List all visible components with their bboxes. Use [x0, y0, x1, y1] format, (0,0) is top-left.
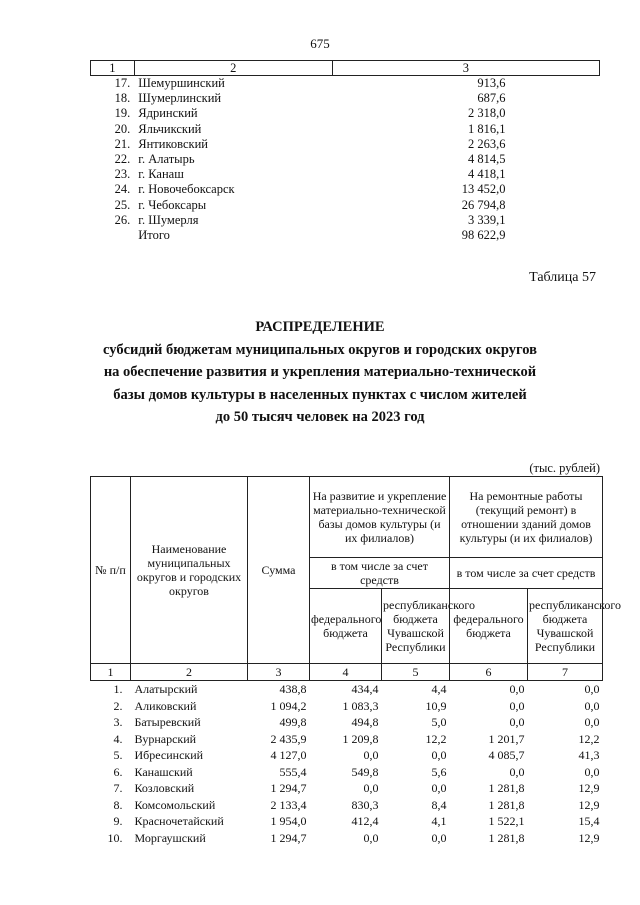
dev-federal-value: 0,0: [363, 830, 379, 845]
amount: 4 418,1: [468, 167, 506, 182]
header-cell: 1: [91, 61, 135, 76]
district-name: г. Новочебоксарск: [138, 182, 235, 197]
column-number: 2: [131, 664, 248, 681]
column-number: 1: [91, 664, 131, 681]
sum-value: 499,8: [279, 715, 307, 729]
district-name: Янтиковский: [138, 136, 208, 151]
sum-value: 1 294,7: [270, 781, 307, 795]
row-number: 4.: [113, 731, 123, 746]
row-number: [91, 228, 135, 243]
repair-republican-value: 0,0: [584, 682, 600, 696]
repair-republican-value: 15,4: [578, 814, 600, 828]
repair-republican-value: 41,3: [578, 748, 600, 762]
header-including: в том числе за счет средств: [450, 558, 603, 589]
repair-federal-value: 1 281,8: [488, 830, 525, 845]
dev-federal-value: 0,0: [363, 781, 379, 795]
table-row: [91, 91, 600, 106]
row-number: 25.: [114, 197, 131, 212]
amount: 98 622,9: [461, 228, 506, 243]
row-number: 24.: [114, 182, 131, 197]
repair-federal-value: 1 281,8: [488, 781, 525, 795]
table-row: [91, 714, 603, 731]
dev-republican-value: 4,4: [431, 682, 447, 696]
district-name: Красночетайский: [134, 814, 224, 828]
repair-republican-value: 0,0: [584, 764, 600, 779]
header-row: [91, 477, 603, 558]
table-row: [91, 228, 600, 243]
header-sum: Сумма: [248, 477, 310, 664]
row-number: 1.: [113, 682, 123, 696]
column-number: 6: [450, 664, 528, 681]
table-row: [91, 764, 603, 781]
dev-federal-value: 830,3: [351, 797, 379, 812]
row-number: 2.: [113, 698, 123, 713]
district-name: Вурнарский: [134, 731, 197, 746]
repair-republican-value: 12,9: [578, 781, 600, 795]
row-number: 18.: [114, 91, 131, 106]
amount: 4 814,5: [468, 152, 506, 167]
repair-republican-value: 12,9: [578, 830, 600, 845]
row-number: 21.: [114, 136, 131, 151]
document-title: [0, 316, 640, 429]
sum-value: 1 954,0: [270, 814, 307, 828]
dev-federal-value: 549,8: [351, 764, 379, 779]
row-number: 9.: [113, 814, 123, 828]
table-label: Таблица 57: [529, 270, 596, 285]
sum-value: 2 133,4: [270, 797, 307, 812]
units-note: (тыс. рублей): [529, 461, 600, 475]
title-line: субсидий бюджетам муниципальных округов и городских округов: [103, 341, 537, 358]
district-name: Шемуршинский: [138, 76, 225, 90]
repair-federal-value: 1 201,7: [488, 731, 525, 746]
amount: 3 339,1: [468, 212, 506, 227]
repair-federal-value: 0,0: [509, 715, 525, 729]
table-row: [91, 76, 600, 92]
repair-federal-value: 1 522,1: [488, 814, 525, 828]
dev-republican-value: 5,0: [431, 715, 447, 729]
district-name: Канашский: [134, 764, 193, 779]
row-number: 8.: [113, 797, 123, 812]
dev-federal-value: 1 083,3: [342, 698, 379, 713]
distribution-table: [90, 476, 621, 846]
column-number-row: [91, 664, 603, 681]
row-number: 22.: [114, 152, 131, 167]
row-number: 23.: [114, 167, 131, 182]
header-including: в том числе за счет средств: [310, 558, 450, 589]
row-number: 17.: [114, 76, 131, 90]
header-cell: 3: [332, 61, 599, 76]
title-line: РАСПРЕДЕЛЕНИЕ: [255, 319, 385, 335]
district-name: Ибресинский: [134, 748, 204, 762]
row-number: 20.: [114, 121, 131, 136]
district-name: Алатырский: [134, 682, 198, 696]
dev-republican-value: 4,1: [431, 814, 447, 828]
repair-republican-value: 0,0: [584, 715, 600, 729]
title-line: базы домов культуры в населенных пунктах с числом жителей: [113, 386, 527, 403]
dev-republican-value: 8,4: [431, 797, 447, 812]
dev-republican-value: 0,0: [431, 781, 447, 795]
district-name: Моргаушский: [134, 830, 206, 845]
header-republican: республиканского бюджета Чувашской Республики: [382, 589, 450, 664]
district-name: Комсомольский: [134, 797, 216, 812]
title-line: на обеспечение развития и укрепления материально-технической: [103, 364, 537, 380]
dev-republican-value: 12,2: [425, 731, 447, 746]
table-row: [91, 106, 600, 121]
sum-value: 4 127,0: [270, 748, 307, 762]
header-name: Наименование муниципальных округов и городских округов: [131, 477, 248, 664]
table-row: [91, 198, 600, 213]
dev-federal-value: 1 209,8: [342, 731, 379, 746]
table-row: [91, 213, 600, 228]
header-federal: федерального бюджета: [310, 589, 382, 664]
district-name: Аликовский: [134, 698, 197, 713]
table-row: [91, 698, 603, 715]
column-number: 4: [310, 664, 382, 681]
table-row: [91, 813, 603, 830]
table-header-row: [91, 61, 600, 76]
repair-republican-value: 12,2: [578, 731, 600, 746]
repair-federal-value: 1 281,8: [488, 797, 525, 812]
district-name: Батыревский: [134, 715, 201, 729]
district-name: Яльчикский: [138, 121, 202, 136]
repair-federal-value: 0,0: [509, 698, 525, 713]
district-name: Ядринский: [138, 106, 198, 121]
district-name: г. Шумерля: [138, 212, 199, 227]
header-no: № п/п: [91, 477, 131, 664]
row-number: 7.: [113, 781, 123, 795]
repair-federal-value: 4 085,7: [488, 748, 525, 762]
district-name: г. Чебоксары: [138, 197, 207, 212]
district-name: Итого: [138, 228, 170, 243]
dev-republican-value: 0,0: [431, 748, 447, 762]
district-name: г. Канаш: [138, 167, 184, 182]
row-number: 19.: [114, 106, 131, 121]
table-row: [91, 797, 603, 814]
amount: 913,6: [477, 76, 506, 90]
table-row: [91, 182, 600, 197]
row-number: 5.: [113, 748, 123, 762]
row-number: 6.: [113, 764, 123, 779]
sum-value: 2 435,9: [270, 731, 307, 746]
table-row: [91, 830, 603, 847]
amount: 2 263,6: [468, 136, 506, 151]
repair-federal-value: 0,0: [509, 764, 525, 779]
continued-table: [90, 60, 600, 243]
row-number: 3.: [113, 715, 123, 729]
header-cell: 2: [134, 61, 332, 76]
table-row: [91, 747, 603, 764]
amount: 2 318,0: [468, 106, 506, 121]
row-number: 10.: [107, 830, 123, 845]
amount: 1 816,1: [468, 121, 506, 136]
table-row: [91, 681, 603, 698]
district-name: Козловский: [134, 781, 195, 795]
district-name: г. Алатырь: [138, 152, 195, 167]
amount: 687,6: [477, 91, 506, 106]
dev-republican-value: 5,6: [431, 764, 447, 779]
header-republican: республиканского бюджета Чувашской Республики: [528, 589, 603, 664]
dev-federal-value: 494,8: [351, 715, 379, 729]
district-name: Шумерлинский: [138, 91, 222, 106]
row-number: 26.: [114, 212, 131, 227]
column-number: 7: [528, 664, 603, 681]
column-number: 5: [382, 664, 450, 681]
table-row: [91, 152, 600, 167]
amount: 13 452,0: [461, 182, 506, 197]
repair-federal-value: 0,0: [509, 682, 525, 696]
sum-value: 555,4: [279, 764, 307, 779]
amount: 26 794,8: [461, 197, 506, 212]
table-row: [91, 167, 600, 182]
header-federal: федерального бюджета: [450, 589, 528, 664]
sum-value: 438,8: [279, 682, 307, 696]
title-line: до 50 тысяч человек на 2023 год: [215, 409, 425, 425]
dev-federal-value: 0,0: [363, 748, 379, 762]
table-row: [91, 731, 603, 748]
dev-republican-value: 0,0: [431, 830, 447, 845]
column-number: 3: [248, 664, 310, 681]
repair-republican-value: 0,0: [584, 698, 600, 713]
repair-republican-value: 12,9: [578, 797, 600, 812]
sum-value: 1 094,2: [270, 698, 307, 713]
sum-value: 1 294,7: [270, 830, 307, 845]
table-row: [91, 137, 600, 152]
table-row: [91, 122, 600, 137]
dev-federal-value: 412,4: [351, 814, 379, 828]
header-development: На развитие и укрепление материально-технической базы домов культуры (и их филиалов): [310, 477, 450, 558]
dev-federal-value: 434,4: [351, 682, 379, 696]
dev-republican-value: 10,9: [425, 698, 447, 713]
table-row: [91, 780, 603, 797]
page-number: 675: [310, 36, 330, 51]
header-repair: На ремонтные работы (текущий ремонт) в отношении зданий домов культуры (и их филиалов): [450, 477, 603, 558]
